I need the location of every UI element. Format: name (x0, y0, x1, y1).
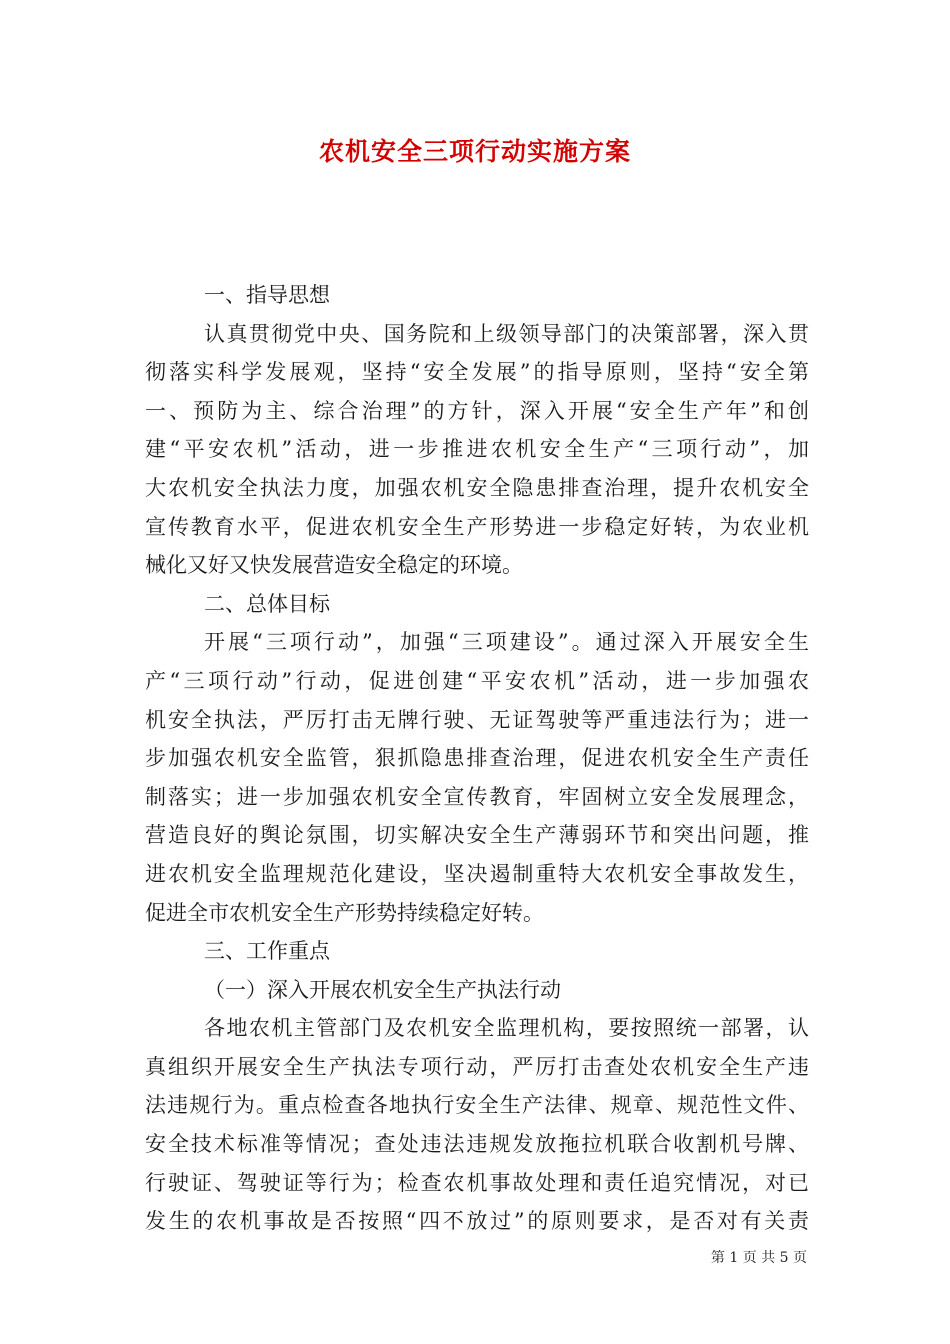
section-heading-overall-goal: 二、总体目标 (204, 591, 330, 616)
paragraph-line: 产“三项行动”行动，促进创建“平安农机”活动，进一步加强农 (145, 668, 809, 693)
section-heading-work-focus: 三、工作重点 (204, 939, 330, 964)
paragraph-line: 认真贯彻党中央、国务院和上级领导部门的决策部署，深入贯 (204, 321, 809, 346)
paragraph-line: 制落实；进一步加强农机安全宣传教育，牢固树立安全发展理念， (145, 784, 809, 809)
paragraph-line: 建“平安农机”活动，进一步推进农机安全生产“三项行动”，加 (145, 437, 809, 462)
paragraph-line: 械化又好又快发展营造安全稳定的环境。 (145, 553, 523, 578)
paragraph-line: 营造良好的舆论氛围，切实解决安全生产薄弱环节和突出问题，推 (145, 823, 809, 848)
paragraph-line: 各地农机主管部门及农机安全监理机构，要按照统一部署，认 (204, 1016, 809, 1041)
document-title: 农机安全三项行动实施方案 (318, 137, 631, 166)
paragraph-line: 发生的农机事故是否按照“四不放过”的原则要求，是否对有关责 (145, 1209, 809, 1234)
subsection-heading-enforcement-action: （一）深入开展农机安全生产执法行动 (204, 977, 561, 1002)
paragraph-line: 大农机安全执法力度，加强农机安全隐患排查治理，提升农机安全 (145, 475, 809, 500)
paragraph-line: 一、预防为主、综合治理”的方针，深入开展“安全生产年”和创 (145, 398, 809, 423)
page-number-footer: 第 1 页 共 5 页 (710, 1250, 807, 1266)
paragraph-line: 机安全执法，严厉打击无牌行驶、无证驾驶等严重违法行为；进一 (145, 707, 809, 732)
paragraph-line: 彻落实科学发展观，坚持“安全发展”的指导原则，坚持“安全第 (145, 360, 809, 385)
paragraph-line: 法违规行为。重点检查各地执行安全生产法律、规章、规范性文件、 (145, 1093, 809, 1118)
paragraph-line: 真组织开展安全生产执法专项行动，严厉打击查处农机安全生产违 (145, 1054, 809, 1079)
document-body (145, 276, 809, 1241)
paragraph-line: 步加强农机安全监管，狠抓隐患排查治理，促进农机安全生产责任 (145, 746, 809, 771)
paragraph-line: 安全技术标准等情况；查处违法违规发放拖拉机联合收割机号牌、 (145, 1132, 809, 1157)
paragraph-line: 进农机安全监理规范化建设，坚决遏制重特大农机安全事故发生， (145, 861, 809, 886)
section-heading-guiding-ideology: 一、指导思想 (204, 283, 330, 307)
paragraph-line: 宣传教育水平，促进农机安全生产形势进一步稳定好转，为农业机 (145, 514, 809, 539)
paragraph-line: 促进全市农机安全生产形势持续稳定好转。 (145, 900, 544, 925)
paragraph-line: 开展“三项行动”，加强“三项建设”。通过深入开展安全生 (204, 630, 809, 655)
paragraph-line: 行驶证、驾驶证等行为；检查农机事故处理和责任追究情况，对已 (145, 1170, 809, 1195)
